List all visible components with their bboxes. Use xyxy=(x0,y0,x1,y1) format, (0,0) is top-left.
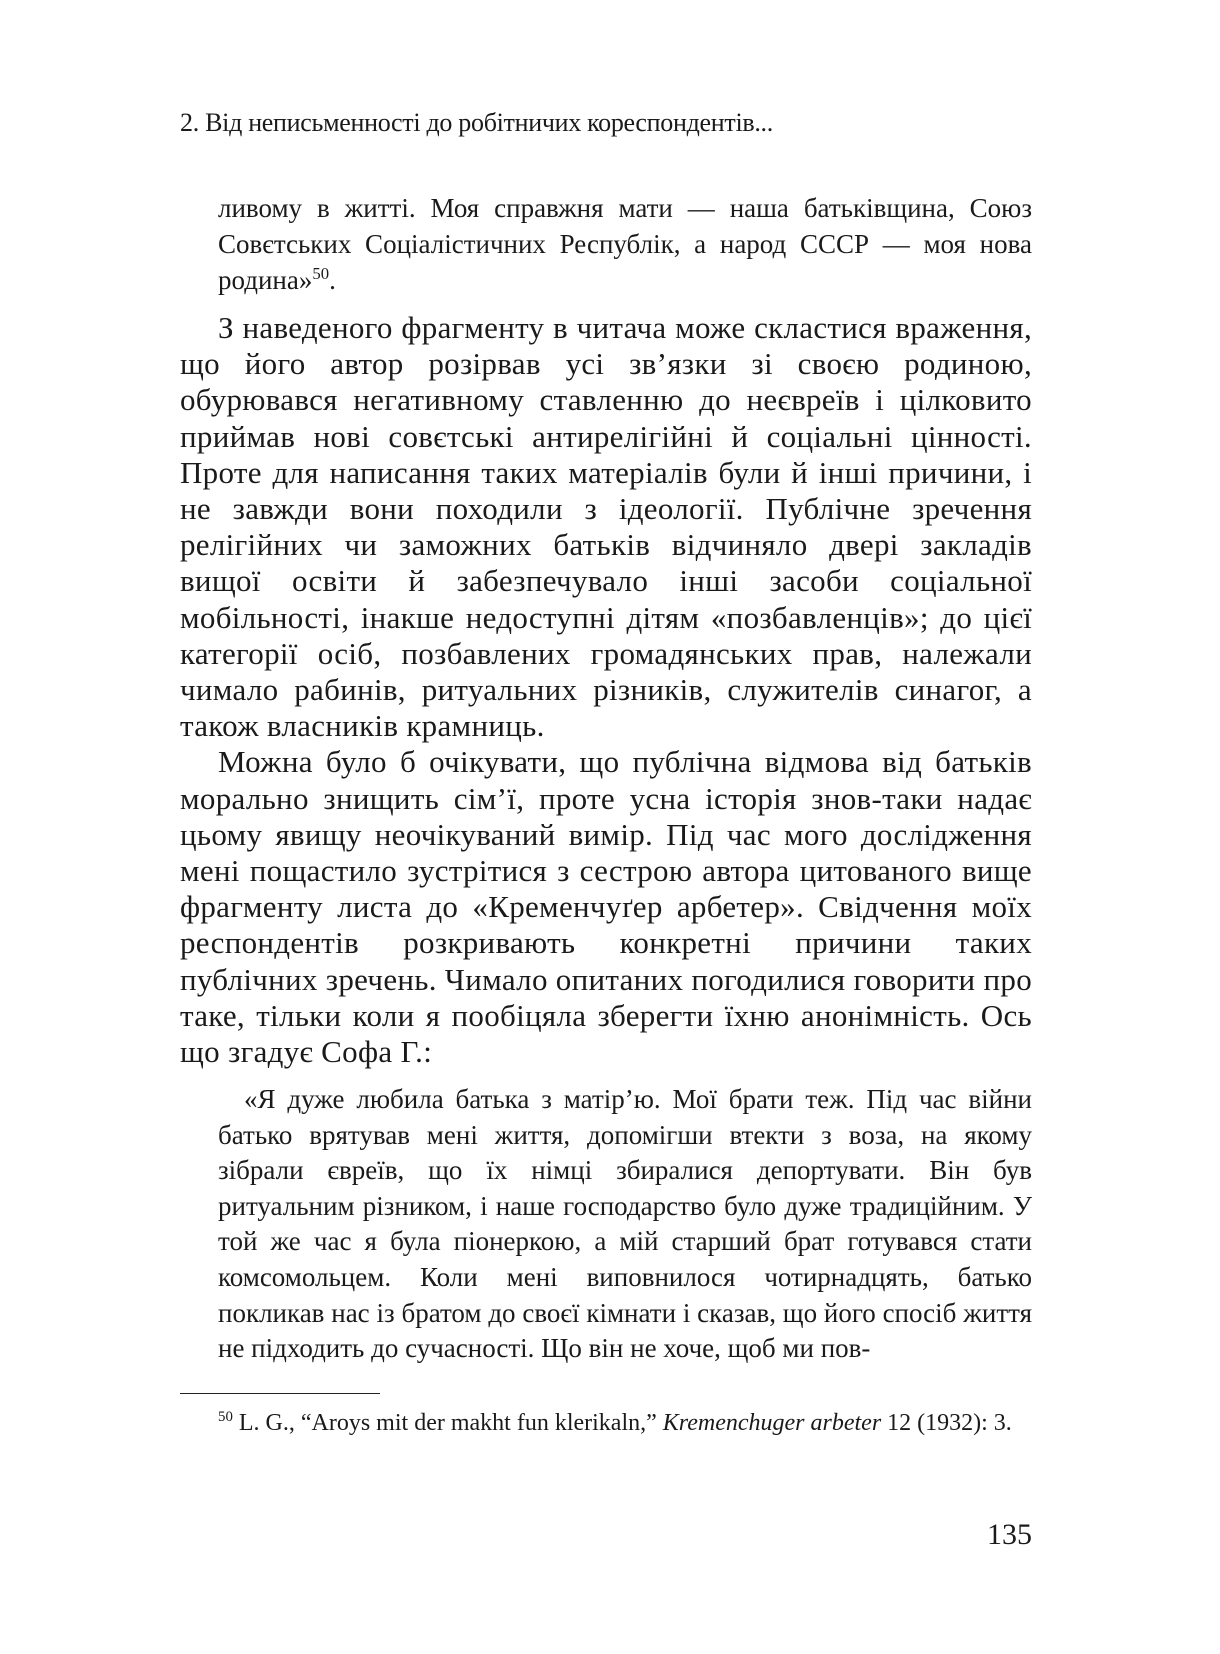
running-header: 2. Від неписьменності до робітничих кореспондентів... xyxy=(180,108,773,137)
footnote-number: 50 xyxy=(218,1409,233,1426)
footnote-text-before: L. G., “Aroys mit der makht fun klerikaln,” xyxy=(232,1410,663,1436)
block-quote-text: «Я дуже любила батька з матір’ю. Мої брати теж. Під час війни батько врятував мені життя, допомігши втекти з воза, на якому зібрали євреїв, що їх німці збиралися депортувати. Він був ритуальним різником, і наше господарство було дуже традиційним. У той же час я була піонеркою, а мій старший брат готувався стати комсомольцем. Коли мені виповнилося чотирнадцять, батько покликав нас із братом до своєї кімнати і сказав, що його спосіб життя не підходить до сучасності. Що він не хоче, щоб ми пов- xyxy=(218,1084,1032,1364)
paragraph: Можна було б очікувати, що публічна відмова від батьків морально знищить сім’ї, проте усна історія знов-таки надає цьому явищу неочікуваний вимір. Під час мого дослідження мені пощастило зустрітися з сестрою автора цитованого вище фрагменту листа до «Кременчуґер арбетер». Свідчення моїх респондентів розкривають конкретні причини таких публічних зречень. Чимало опитаних погодилися говорити про таке, тільки коли я пообіцяла зберегти їхню анонімність. Ось що згадує Софа Г.: xyxy=(180,744,1032,1070)
main-text xyxy=(180,310,1032,1070)
quote-continuation-text: ливому в житті. Моя справжня мати — наша батьківщина, Союз Совєтських Соціалістичних Республік, а народ СССР — моя нова родина» xyxy=(218,193,1032,295)
paragraph: З наведеного фрагменту в читача може скластися враження, що його автор розірвав усі зв’язки зі своєю родиною, обурювався негативному ставленню до неєвреїв і цілковито приймав нові совєтські антирелігійні й соціальні цінності. Проте для написання таких матеріалів були й інші причини, і не завжди вони походили з ідеології. Публічне зречення релігійних чи заможних батьків відчиняло двері закладів вищої освіти й забезпечувало інші засоби соціальної мобільності, інакше недоступні дітям «позбавленців»; до цієї категорії осіб, позбавлених громадянських прав, належали чимало рабинів, ритуальних різників, служителів синагог, а також власників крамниць. xyxy=(180,310,1032,744)
block-quote xyxy=(218,1082,1032,1367)
footnote-reference[interactable]: 50 xyxy=(312,263,330,283)
footnote-text-after: 12 (1932): 3. xyxy=(881,1410,1012,1436)
footnote xyxy=(180,1405,1032,1441)
quote-continuation-end: . xyxy=(329,265,336,295)
footnote-divider xyxy=(180,1393,380,1394)
page-number: 135 xyxy=(987,1518,1032,1551)
quote-continuation xyxy=(218,190,1032,298)
footnote-journal-title: Kremenchuger arbeter xyxy=(662,1410,882,1436)
